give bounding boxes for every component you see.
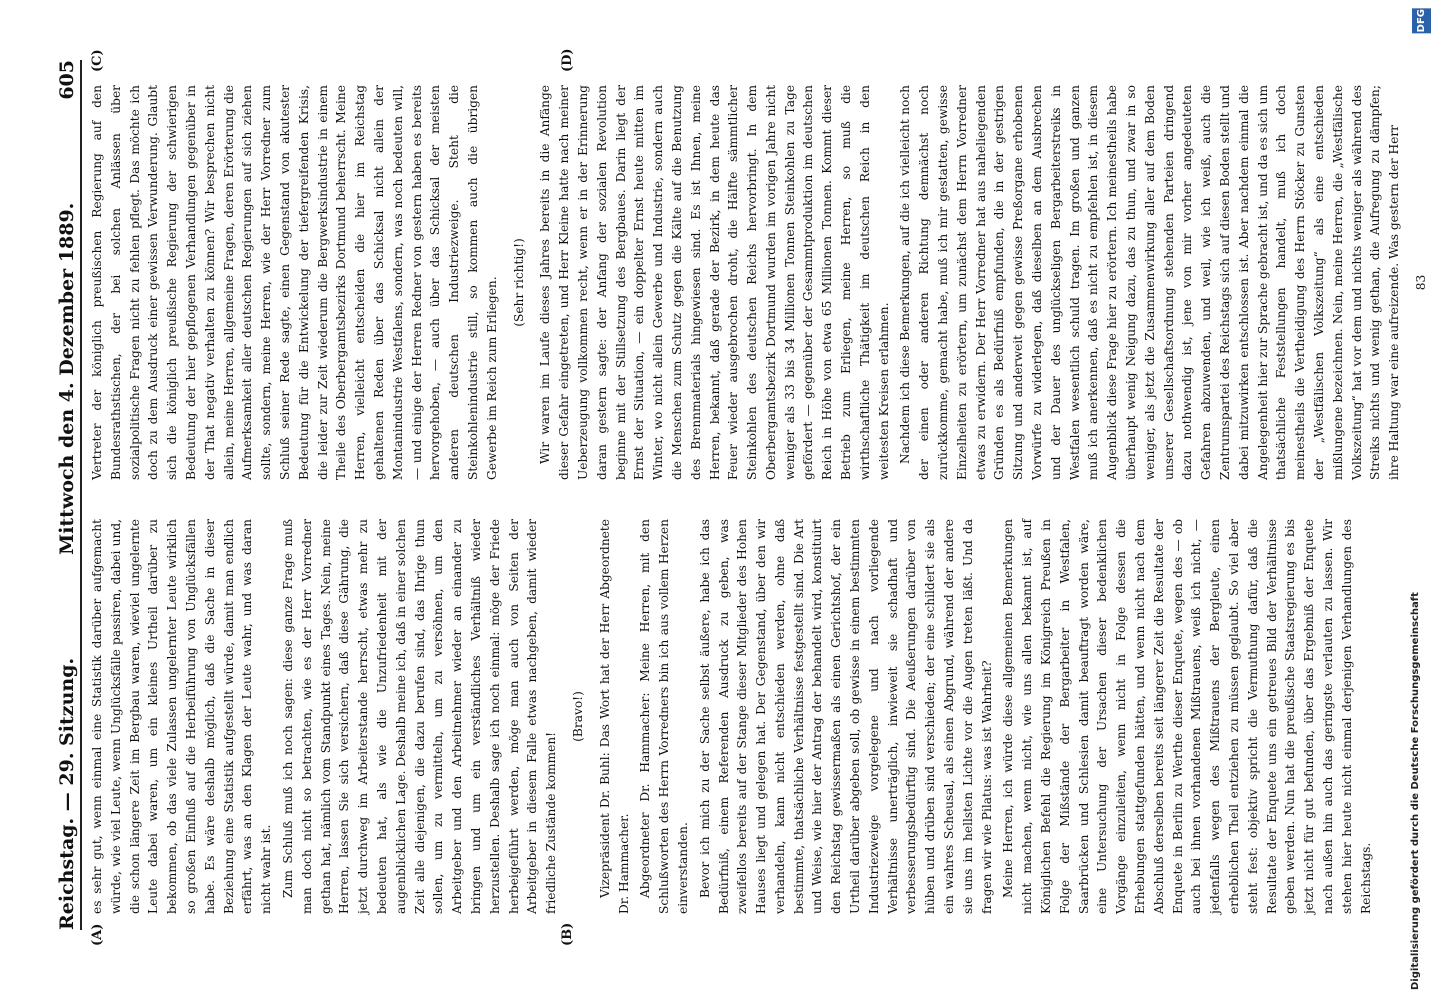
right-paragraph: Nachdem ich diese Bemerkungen, auf die ich vielleicht noch der einen oder anderen Richtung demnächst noch zurückkomme, gemacht habe, muß ich mir gestatten, gewisse Einzelheiten zu erörtern, um zunächst dem Herrn Vorredner etwas zu erwidern. Der Herr Vorredner hat aus naheliegenden Gründen es als Bedürfniß empfunden, die in der gestrigen Sitzung und anderweit gegen gewisse Preßorgane erhobenen Vorwürfe zu widerlegen, daß dieselben an dem Ausbrechen und der Dauer des unglückseligen Bergarbeiterstreiks in Westfalen wesentlich schuld tragen. Im großen und ganzen muß ich anerkennen, daß es nicht zu empfehlen ist, in diesem Augenblick diese Frage hier zu erörtern. Ich meinestheils habe überhaupt wenig Neigung dazu, das zu thun, und zwar in so weniger, als jetzt die Zusammenwirkung aller auf dem Boden unserer Gesellschaftsordnung stehenden Parteien dringend dazu nothwendig ist, jene von mir vorher angedeuteten Gefahren abzuwenden, und weil, wie ich weiß, auch die Zentrumspartei des Reichstags sich auf diesen Boden stellt und dabei mitzuwirken entschlossen ist. Aber nachdem einmal die Angelegenheit hier zur Sprache gebracht ist, und da es sich um thatsächliche Feststellungen handelt, muß ich doch meinestheils die Vertheidigung des Herrn Stöcker zu Gunsten der „Westfälischen Volkszeitung“ als eine entschieden mißlungene bezeichnen. Nein, meine Herren, die „Westfälische Volkszeitung“ hat vor dem und nichts weniger als während des Streiks nichts und wenig gethan, die Aufregung zu dämpfen; ihre Haltung war eine aufreizende. Was gestern der Herr <box>898 85 1402 480</box>
header-left: Reichstag. — 29. Sitzung. <box>56 657 78 930</box>
header-center: Mittwoch den 4. Dezember 1889. <box>56 202 78 555</box>
speaker-line: Abgeordneter Dr. Hammacher: Meine Herren, mit den Schlußworten des Herrn Vorredners bin ich aus vollem Herzen einverstanden. <box>638 519 690 914</box>
left-column <box>88 519 1408 914</box>
margin-mark-d: (D) <box>560 48 575 72</box>
margin-mark-c: (C) <box>90 49 105 72</box>
header-rule <box>80 60 82 930</box>
left-paragraph: Zum Schluß muß ich noch sagen: diese ganze Frage muß man doch nicht so betrachten, wie es der Herr Vorredner gethan hat, nämlich vom Standpunkt eines Tages. Nein, meine Herren, lassen Sie sich versichern, daß diese Gährung, die jetzt durchweg im Arbeiterstande herrscht, etwas mehr zu bedeuten hat, als wie die Unzufriedenheit mit der augenblicklichen Lage. Deshalb meine ich, daß in einer solchen Zeit alle diejenigen, die dazu berufen sind, das Ihrige thun sollen, um zu vermitteln, um zu versöhnen, um den Arbeitgeber und den Arbeitnehmer wieder an einander zu bringen und um ein verständliches Verhältniß wieder herzustellen. Deshalb sage ich noch einmal: möge der Friede herbeigeführt werden, möge man auch von Seiten der Arbeitgeber in diesem Falle etwas nachgeben, damit wieder friedliche Zustände kommen! <box>280 519 559 914</box>
page-header <box>48 60 78 930</box>
interjection-note: (Sehr richtig!) <box>511 238 526 327</box>
margin-mark-a: (A) <box>90 923 105 946</box>
right-paragraph: Wir waren im Laufe dieses Jahres bereits in die Anfänge dieser Gefahr eingetreten, und Herr Kleine hatte nach meiner Ueberzeugung vollkommen recht, wenn er in der Erinnerung daran gestern sagte: der Anfang der sozialen Revolution beginne mit der Stillsetzung des Bergbaues. Darin liegt der Ernst der Situation, — ein doppelter Ernst heute mitten im Winter, wo nicht allein Gewerbe und Industrie, sondern auch die Menschen zum Schutz gegen die Kälte auf die Benutzung des Brennmaterials hingewiesen sind. Es ist Ihnen, meine Herren, bekannt, daß gerade der Bezirk, in dem heute das Feuer wieder ausgebrochen droht, die Hälfte sämmtlicher Steinkohlen des deutschen Reichs hervorbringt. In dem Oberbergamtsbezirk Dortmund wurden im vorigen Jahre nicht weniger als 33 bis 34 Millionen Tonnen Steinkohlen zu Tage gefördert — gegenüber der Gesammtproduktion im deutschen Reich in Höhe von etwa 65 Millionen Tonnen. Kommt dieser Betrieb zum Erliegen, meine Herren, so muß die wirthschaftliche Thätigkeit im deutschen Reich in den weitesten Kreisen erlahmen. <box>538 85 891 480</box>
applause-note: (Bravo!) <box>570 691 585 742</box>
credit-text: Digitalisierung gefördert durch die Deutsche Forschungsgemeinschaft <box>1410 592 1421 990</box>
signature-mark: 83 <box>1413 274 1428 291</box>
left-paragraph: Meine Herren, ich würde diese allgemeinen Bemerkungen nicht machen, wenn nicht, wie uns allen bekannt ist, auf Königlichen Befehl die Regierung im Königreich Preußen in Folge der Mißstände der Bergarbeiter in Westfalen, Saarbrücken und Schlesien damit beauftragt worden wäre, eine Untersuchung der Ursachen dieser bedenklichen Vorgänge einzuleiten, wenn nicht in Folge dessen die Erhebungen stattgefunden hätten, und wenn nicht nach dem Abschluß derselben bereits seit längerer Zeit die Resultate der Enquete in Berlin zu Werthe dieser Enquete, wegen des — ob auch bei ihnen vorhandenen Mißtrauens, weiß ich nicht, — jedenfalls wegen des Mißtrauens der Bergleute, einen erheblichen Theil entziehen zu müssen geglaubt. So viel aber steht fest: objektiv spricht die Vermuthung dafür, daß die Resultate der Enquete uns ein getreues Bild der Verhältnisse geben werden. Nun hat die preußische Staatsregierung es bis jetzt nicht für gut befunden, über das Ergebniß der Enquete nach außen hin auch das geringste verlauten zu lassen. Wir stehen hier heute nicht einmal derjenigen Verhandlungen des Reichstags. <box>1001 519 1373 914</box>
margin-mark-b: (B) <box>560 922 575 946</box>
left-paragraph: es sehr gut, wenn einmal eine Statistik darüber aufgemacht würde, wie viel Leute, wenn Unglücksfälle passiren, dabei und, die schon längere Zeit im Bergbau waren, wieviel ungelernte Leute dabei waren, um ein kleines Urtheil darüber zu bekommen, ob das viele Zulassen ungelernter Leute wirklich so großen Einfluß auf die Herbeiführung von Unglücksfällen habe. Es wäre deshalb möglich, daß die Sache in dieser Beziehung eine Statistik aufgestellt würde, damit man endlich erfährt, was an den Klagen der Leute wahr, und was daran nicht wahr ist. <box>90 519 274 914</box>
page-number: 605 <box>56 60 78 100</box>
right-column <box>88 85 1428 480</box>
left-paragraph: Bevor ich mich zu der Sache selbst äußere, habe ich das Bedürfniß, einem Referenden Ausdruck zu geben, was zweifellos bereits auf der Stange dieser Mitglieder des Hohen Hauses liegt und gelegen hat. Der Gegenstand, über den wir verhandeln, kann nicht entschieden werden, ohne daß bestimmte, thatsächliche Verhältnisse festgestellt sind. Die Art und Weise, wie hier der Antrag der behandelt wird, konstituirt den Reichstag gewissermaßen als einen Gerichtshof, der ein Urtheil darüber abgeben soll, ob gewisse in einem bestimmten Industriezweige vorgelegene und nach vorliegende Verhältnisse unerträglich, inwieweit sie schadhaft und verbesserungsbedürftig sind. Die Aeußerungen darüber von hüben und drüben sind verschieden; der eine schildert sie als ein wahres Scheusal, als einen Abgrund, während der andere sie uns im hellsten Lichte vor die Augen treten läßt. Und da fragen wir wie Pilatus: was ist Wahrheit? <box>697 519 994 914</box>
digitization-credit <box>1410 30 1421 990</box>
speaker-line: Vizepräsident Dr. Buhl: Das Wort hat der Herr Abgeordnete Dr. Hammacher. <box>597 519 631 914</box>
right-paragraph: Vertreter der königlich preußischen Regierung auf den Bundesrathstischen, der bei solchen Anlässen über sozialpolitische Fragen nicht zu fehlen pflegt. Das möchte ich doch zu dem Ausdruck einer gewissen Verwunderung. Glaubt sich die königlich preußische Regierung der schwierigen Bedeutung der hier gepflogenen Verhandlungen gegenüber in der That negativ verhalten zu können? Wir besprechen nicht allein, meine Herren, allgemeine Fragen, deren Erörterung die Aufmerksamkeit aller deutschen Regierungen auf sich ziehen sollte, sondern, meine Herren, wie der Herr Vorredner zum Schluß seiner Rede sagte, einen Gegenstand von akutester Bedeutung für die Entwickelung der tiefergreifenden Krisis, die leider zur Zeit wiederum die Bergwerksindustrie in einem Theile des Oberbergamtsbezirks Dortmund beherrscht. Meine Herren, vielleicht entscheiden die hier im Reichstag gehaltenen Reden über das Schicksal nicht allein der Montanindustrie Westfalens, sondern, was noch bedeuten will, — und einige der Herren Redner von gestern haben es bereits hervorgehoben, — auch über das Schicksal der meisten anderen deutschen Industriezweige. Steht die Steinkohlenindustrie still, so kommen auch die übrigen Gewerbe im Reich zum Erliegen. <box>90 85 499 480</box>
dfg-logo: DFG <box>1412 8 1431 33</box>
